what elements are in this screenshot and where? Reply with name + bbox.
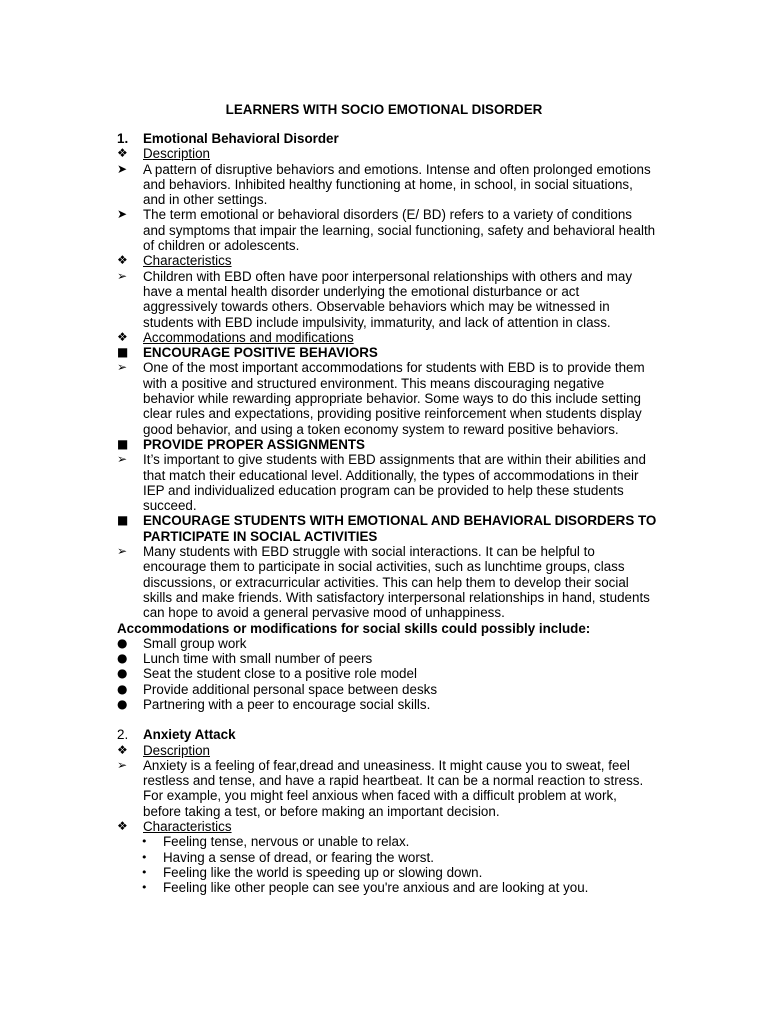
list-item: • Having a sense of dread, or fearing the worst.: [141, 849, 434, 865]
subheading: ■ PROVIDE PROPER ASSIGNMENTS: [117, 436, 365, 452]
subheading: ■ ENCOURAGE POSITIVE BEHAVIORS: [117, 345, 378, 361]
arrow-bullet-icon: ➢: [117, 757, 128, 772]
section-number: 2.: [117, 727, 129, 743]
list-item: • Feeling like the world is speeding up or slowing down.: [141, 864, 483, 880]
dot-bullet-icon: •: [141, 881, 148, 895]
arrow-bullet-icon: ➤: [117, 207, 128, 222]
paragraph: ➤ The term emotional or behavioral disorders (E/ BD) refers to a variety of conditions and symptoms that impair the learning, social functioning, safety and behavioral health of children or adolescents.: [117, 207, 656, 254]
list-item: ● Small group work: [117, 635, 247, 651]
dot-bullet-icon: ●: [117, 681, 128, 696]
document-title: LEARNERS WITH SOCIO EMOTIONAL DISORDER: [225, 102, 543, 117]
list-item: ● Seat the student close to a positive role model: [117, 666, 417, 682]
diamond-bullet-icon: ❖: [117, 819, 128, 834]
list-item: • Feeling like other people can see you're anxious and are looking at you.: [141, 880, 589, 896]
arrow-bullet-icon: ➢: [117, 360, 128, 375]
arrow-bullet-icon: ➢: [117, 452, 128, 467]
dot-bullet-icon: •: [141, 850, 148, 864]
diamond-bullet-icon: ❖: [117, 329, 128, 344]
paragraph: ➢ One of the most important accommodations for students with EBD is to provide them with a positive and structured environment. This means discouraging negative behavior while rewarding appropriate behavior. Some ways to do this include setting clear rules and expectations, providing positive reinforcement when students display good behavior, and using a token economy system to reward positive behaviors.: [117, 360, 645, 437]
spacer: [117, 712, 657, 727]
dot-bullet-icon: ●: [117, 635, 128, 650]
description-label: ❖ Description: [117, 146, 210, 162]
dot-bullet-icon: ●: [117, 651, 128, 666]
paragraph: ➢ Children with EBD often have poor interpersonal relationships with others and may have a mental health disorder underlying the emotional disturbance or act aggressively towards others. Observable behaviors which may be witnessed in students with EBD include impulsivity, immaturity, and lack of attention in class.: [117, 268, 633, 330]
dot-bullet-icon: ●: [117, 666, 128, 681]
description-label: ❖ Description: [117, 742, 210, 758]
characteristics-label: ❖ Characteristics: [117, 253, 232, 269]
arrow-bullet-icon: ➢: [117, 268, 128, 283]
section-heading: 1. Emotional Behavioral Disorder: [117, 131, 339, 146]
dot-bullet-icon: •: [141, 865, 148, 879]
list-item: ● Provide additional personal space between desks: [117, 681, 438, 697]
paragraph: ➢ Anxiety is a feeling of fear,dread and uneasiness. It might cause you to sweat, feel restless and tense, and have a rapid heartbeat. It can be a normal reaction to stress. For example, you might feel anxious when faced with a difficult problem at work, before taking a test, or before making an important decision.: [117, 757, 644, 819]
square-bullet-icon: ■: [117, 345, 129, 360]
paragraph: ➤ A pattern of disruptive behaviors and emotions. Intense and often prolonged emotions and behaviors. Inhibited healthy functioning at home, in school, in social situations, and in other settings.: [117, 161, 651, 208]
dot-bullet-icon: ●: [117, 696, 128, 711]
diamond-bullet-icon: ❖: [117, 253, 128, 268]
subheading: ■ ENCOURAGE STUDENTS WITH EMOTIONAL AND BEHAVIORAL DISORDERS TO PARTICIPATE IN SOCIAL ACTIVITIES: [117, 513, 657, 544]
accommodations-label: ❖ Accommodations and modifications: [117, 329, 354, 345]
section-number: 1.: [117, 131, 129, 146]
characteristics-label: ❖ Characteristics: [117, 819, 232, 835]
arrow-bullet-icon: ➢: [117, 544, 128, 559]
section-heading: 2. Anxiety Attack: [117, 727, 236, 743]
list-item: ● Partnering with a peer to encourage social skills.: [117, 696, 431, 712]
diamond-bullet-icon: ❖: [117, 146, 128, 161]
arrow-bullet-icon: ➤: [117, 161, 128, 176]
dot-bullet-icon: •: [141, 835, 148, 849]
list-item: ● Lunch time with small number of peers: [117, 651, 373, 667]
document-body: [117, 131, 657, 896]
square-bullet-icon: ■: [117, 513, 129, 528]
list-heading: Accommodations or modifications for social skills could possibly include:: [117, 620, 591, 636]
paragraph: ➢ Many students with EBD struggle with social interactions. It can be helpful to encourage them to participate in social activities, such as lunchtime groups, class discussions, or extracurricular activities. This can help them to develop their social skills and make friends. With satisfactory interpersonal relationships in hand, students can hope to avoid a general pervasive mood of unhappiness.: [117, 544, 650, 621]
list-item: • Feeling tense, nervous or unable to relax.: [141, 834, 410, 850]
paragraph: ➢ It’s important to give students with EBD assignments that are within their abilities and that match their educational level. Additionally, the types of accommodations in their IEP and individualized education program can be provided to help these students succeed.: [117, 452, 646, 514]
square-bullet-icon: ■: [117, 436, 129, 451]
diamond-bullet-icon: ❖: [117, 742, 128, 757]
